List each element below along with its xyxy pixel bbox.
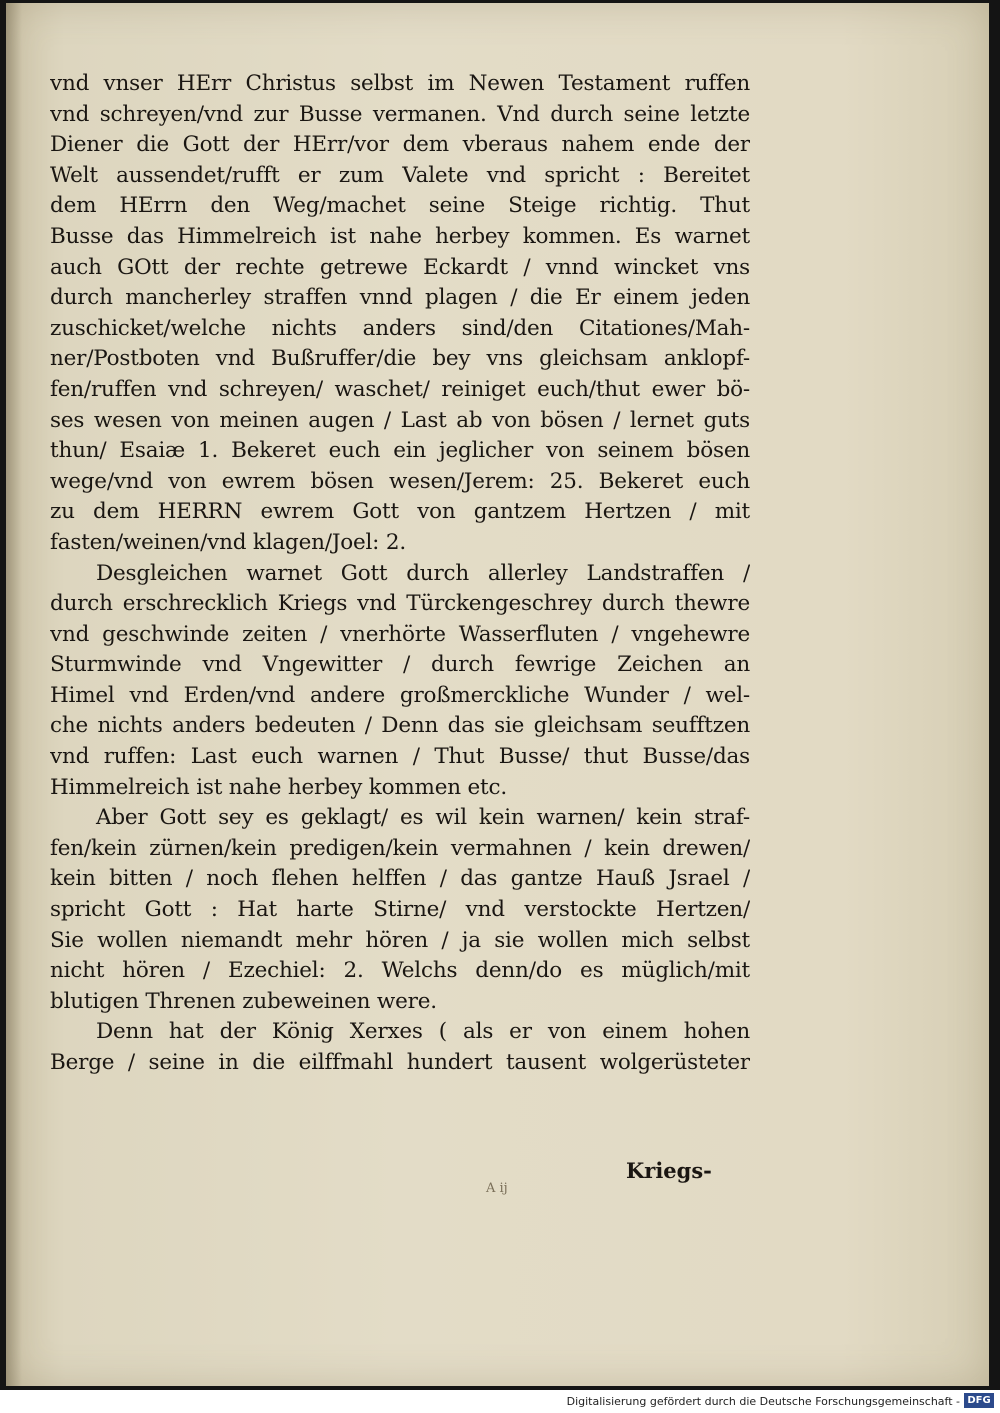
text-line: spricht Gott : Hat harte Stirne/ vnd verstockte Hertzen/ (50, 897, 750, 923)
text-line: Welt aussendet/rufft er zum Valete vnd spricht : Bereitet (50, 162, 750, 188)
text-line: che nichts anders bedeuten / Denn das sie gleichsam seufftzen (50, 713, 750, 739)
dfg-logo-icon: DFG (964, 1393, 994, 1408)
text-line: Diener die Gott der HErr/vor dem vberaus nahem ende der (50, 132, 750, 158)
text-line: Denn hat der König Xerxes ( als er von einem hohen (96, 1019, 750, 1045)
text-line: durch mancherley straffen vnnd plagen / die Er einem jeden (50, 285, 750, 311)
signature-mark: A ij (486, 1181, 508, 1196)
text-line: fen/kein zürnen/kein predigen/kein vermahnen / kein drewen/ (50, 835, 750, 861)
text-line: Himmelreich ist nahe herbey kommen etc. (50, 774, 507, 800)
text-line: vnd vnser HErr Christus selbst im Newen Testament ruffen (50, 71, 750, 96)
text-line: Busse das Himmelreich ist nahe herbey kommen. Es warnet (50, 223, 750, 249)
text-line: kein bitten / noch flehen helffen / das gantze Hauß Jsrael / (50, 866, 750, 892)
text-line: fen/ruffen vnd schreyen/ waschet/ reiniget euch/thut ewer bö- (50, 376, 750, 402)
text-line: Sturmwinde vnd Vngewitter / durch fewrige Zeichen an (50, 652, 750, 678)
text-line: fasten/weinen/vnd klagen/Joel: 2. (50, 529, 406, 555)
text-line: vnd schreyen/vnd zur Busse vermanen. Vnd durch seine letzte (50, 101, 750, 127)
text-line: Himel vnd Erden/vnd andere großmerckliche Wunder / wel- (50, 682, 750, 708)
text-line: Berge / seine in die eilffmahl hundert tausent wolgerüsteter (50, 1050, 750, 1075)
text-line: thun/ Esaiæ 1. Bekeret euch ein jeglicher von seinem bösen (50, 438, 750, 464)
text-line: wege/vnd von ewrem bösen wesen/Jerem: 25. Bekeret euch (50, 468, 750, 494)
book-page (6, 3, 989, 1386)
text-line: Sie wollen niemandt mehr hören / ja sie wollen mich selbst (50, 927, 750, 953)
text-line: auch GOtt der rechte getrewe Eckardt / vnnd wincket vns (50, 254, 750, 280)
page-gutter-shadow (6, 3, 22, 1386)
text-line: Desgleichen warnet Gott durch allerley Landstraffen / (96, 560, 750, 586)
text-line: ses wesen von meinen augen / Last ab von bösen / lernet guts (50, 407, 750, 433)
text-line: dem HErrn den Weg/machet seine Steige richtig. Thut (50, 193, 750, 219)
text-line: Aber Gott sey es geklagt/ es wil kein warnen/ kein straf- (96, 805, 750, 831)
text-line: vnd ruffen: Last euch warnen / Thut Busse/ thut Busse/das (50, 744, 750, 770)
text-line: vnd geschwinde zeiten / vnerhörte Wasserfluten / vngehewre (50, 621, 750, 647)
text-line: blutigen Threnen zubeweinen were. (50, 988, 437, 1014)
catchword: Kriegs- (626, 1158, 712, 1183)
footer-credit: Digitalisierung gefördert durch die Deutsche Forschungsgemeinschaft - (566, 1395, 960, 1408)
text-line: zuschicket/welche nichts anders sind/den Citationes/Mah- (50, 315, 750, 341)
text-line: zu dem HERRN ewrem Gott von gantzem Hertzen / mit (50, 499, 750, 525)
text-line: durch erschrecklich Kriegs vnd Türckengeschrey durch thewre (50, 591, 750, 617)
text-line: ner/Postboten vnd Bußruffer/die bey vns gleichsam anklopf- (50, 346, 750, 372)
page-text-block (50, 69, 750, 1079)
text-line: nicht hören / Ezechiel: 2. Welchs denn/do es müglich/mit (50, 958, 750, 984)
footer-bar (0, 1390, 1000, 1413)
